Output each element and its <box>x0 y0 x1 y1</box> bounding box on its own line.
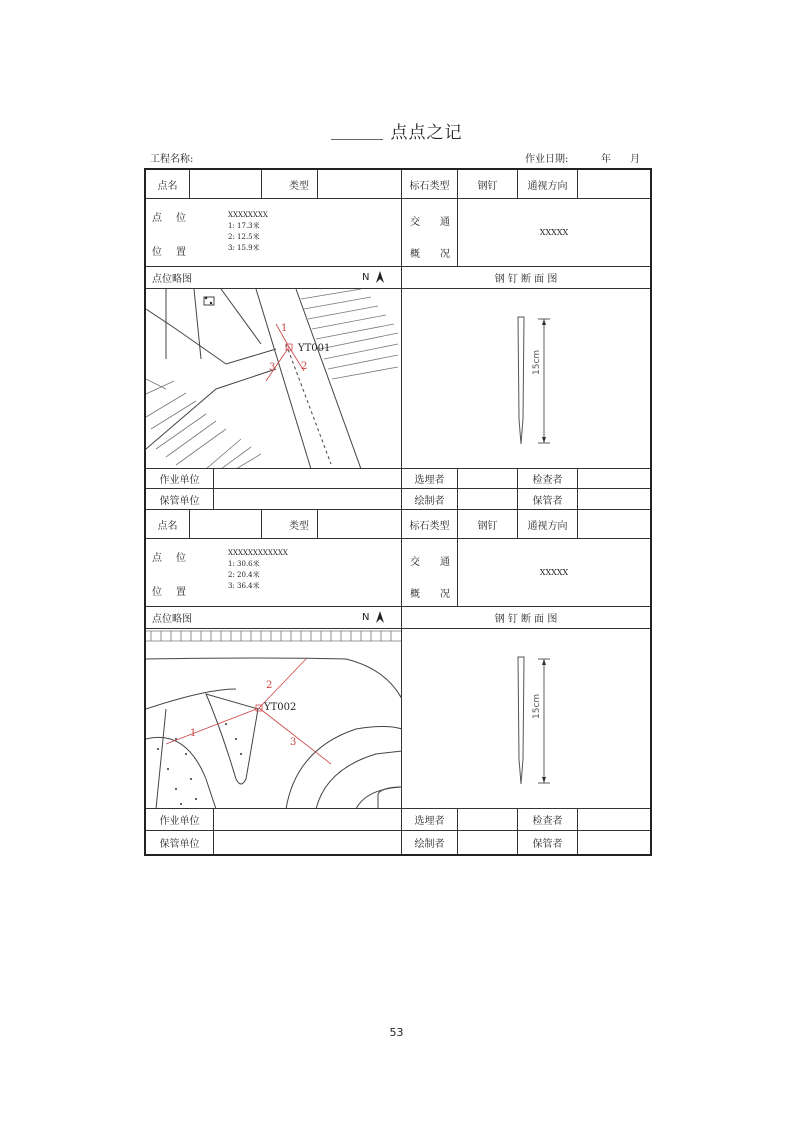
month-label: 月 <box>630 154 640 165</box>
checker-field[interactable] <box>578 469 650 489</box>
point-name-label: 点名 <box>146 170 190 199</box>
distance-1: 1: 30.6米 <box>228 560 260 568</box>
nail-length-label: 15cm <box>532 349 542 375</box>
sketch-header <box>146 607 402 629</box>
map-drawing-1 <box>146 289 402 469</box>
position-desc-text: XXXXXXXXXXXX <box>228 549 288 557</box>
marker-type-value: 钢钉 <box>458 510 518 539</box>
marker-type-value: 钢钉 <box>458 170 518 199</box>
checker-field[interactable] <box>578 809 650 831</box>
work-unit-field[interactable] <box>214 469 402 489</box>
keeper-unit-field[interactable] <box>214 831 402 854</box>
type-label: 类型 <box>262 170 318 199</box>
type-field[interactable] <box>318 510 402 539</box>
traffic-label-top <box>410 213 450 228</box>
position-cell <box>146 199 402 267</box>
title-blank <box>331 139 383 140</box>
keeper-unit-label: 保管单位 <box>146 489 214 510</box>
record-form <box>144 168 652 856</box>
work-unit-label: 作业单位 <box>146 469 214 489</box>
visibility-label: 通视方向 <box>518 170 578 199</box>
north-label: N <box>362 612 370 623</box>
distance-2: 2: 20.4米 <box>228 571 260 579</box>
position-cell <box>146 539 402 607</box>
north-arrow-icon <box>376 611 384 626</box>
section-header: 钢 钉 断 面 图 <box>402 607 650 629</box>
position-char-4: 置 <box>176 247 186 258</box>
point-id-label: YT002 <box>264 702 297 713</box>
traffic-char-3: 概 <box>410 249 420 260</box>
position-char-2: 位 <box>176 553 186 564</box>
traffic-value: XXXXX <box>458 199 650 267</box>
position-label-top <box>152 209 186 224</box>
visibility-field[interactable] <box>578 510 650 539</box>
sketch-label: 点位略图 <box>152 274 192 285</box>
traffic-label-top <box>410 553 450 568</box>
year-label: 年 <box>601 154 611 165</box>
point-name-field[interactable] <box>190 170 262 199</box>
traffic-char-4: 况 <box>440 589 450 600</box>
nail-section-1 <box>402 289 650 469</box>
keeper-field[interactable] <box>578 489 650 510</box>
point-name-field[interactable] <box>190 510 262 539</box>
position-description <box>228 548 288 592</box>
drawer-label: 绘制者 <box>402 831 458 854</box>
position-desc-text: XXXXXXXX <box>228 211 268 219</box>
point-name-label: 点名 <box>146 510 190 539</box>
position-char-3: 位 <box>152 587 162 598</box>
visibility-field[interactable] <box>578 170 650 199</box>
svg-text:2: 2 <box>301 361 308 372</box>
work-date-label: 作业日期: <box>525 154 569 165</box>
section-header: 钢 钉 断 面 图 <box>402 267 650 289</box>
buryer-field[interactable] <box>458 809 518 831</box>
distance-3: 3: 36.4米 <box>228 582 260 590</box>
sketch-header <box>146 267 402 289</box>
traffic-label-bottom <box>410 585 450 600</box>
sketch-map-2 <box>146 629 402 809</box>
drawer-label: 绘制者 <box>402 489 458 510</box>
svg-text:3: 3 <box>269 362 276 373</box>
record-1 <box>146 170 650 510</box>
position-description <box>228 210 268 254</box>
project-name-label: 工程名称: <box>150 154 194 165</box>
marker-type-label: 标石类型 <box>402 170 458 199</box>
keeper-unit-field[interactable] <box>214 489 402 510</box>
distance-2: 2: 12.5米 <box>228 233 260 241</box>
position-label-bottom <box>152 243 186 258</box>
svg-text:2: 2 <box>266 680 273 691</box>
point-id-label: YT001 <box>298 343 331 354</box>
page-title <box>0 118 793 143</box>
traffic-cell <box>402 199 458 267</box>
position-char-3: 位 <box>152 247 162 258</box>
position-char-1: 点 <box>152 213 162 224</box>
traffic-char-1: 交 <box>410 557 420 568</box>
work-unit-label: 作业单位 <box>146 809 214 831</box>
map-drawing-2 <box>146 629 402 809</box>
type-field[interactable] <box>318 170 402 199</box>
keeper-field[interactable] <box>578 831 650 854</box>
traffic-value: XXXXX <box>458 539 650 607</box>
position-char-2: 位 <box>176 213 186 224</box>
checker-label: 检查者 <box>518 809 578 831</box>
sketch-label: 点位略图 <box>152 614 192 625</box>
north-label: N <box>362 272 370 283</box>
drawer-field[interactable] <box>458 831 518 854</box>
svg-text:3: 3 <box>290 737 297 748</box>
record-2 <box>146 510 650 854</box>
marker-type-label: 标石类型 <box>402 510 458 539</box>
traffic-char-1: 交 <box>410 217 420 228</box>
traffic-char-4: 况 <box>440 249 450 260</box>
distance-3: 3: 15.9米 <box>228 244 260 252</box>
distance-1: 1: 17.3米 <box>228 222 260 230</box>
position-char-4: 置 <box>176 587 186 598</box>
checker-label: 检查者 <box>518 469 578 489</box>
traffic-char-2: 通 <box>440 557 450 568</box>
position-label-top <box>152 549 186 564</box>
traffic-cell <box>402 539 458 607</box>
north-arrow-icon <box>376 271 384 286</box>
page-number: 53 <box>389 1026 404 1039</box>
sketch-map-1 <box>146 289 402 469</box>
traffic-char-3: 概 <box>410 589 420 600</box>
buryer-label: 选埋者 <box>402 469 458 489</box>
traffic-char-2: 通 <box>440 217 450 228</box>
nail-drawing-2 <box>402 629 650 809</box>
drawer-field[interactable] <box>458 489 518 510</box>
nail-length-label: 15cm <box>532 693 542 719</box>
nail-section-2 <box>402 629 650 809</box>
work-unit-field[interactable] <box>214 809 402 831</box>
title-text: 点点之记 <box>390 123 463 143</box>
keeper-label: 保管者 <box>518 489 578 510</box>
type-label: 类型 <box>262 510 318 539</box>
svg-text:1: 1 <box>190 728 197 739</box>
position-char-1: 点 <box>152 553 162 564</box>
nail-drawing-1 <box>402 289 650 469</box>
buryer-label: 选埋者 <box>402 809 458 831</box>
traffic-label-bottom <box>410 245 450 260</box>
keeper-unit-label: 保管单位 <box>146 831 214 854</box>
svg-text:1: 1 <box>281 323 288 334</box>
keeper-label: 保管者 <box>518 831 578 854</box>
visibility-label: 通视方向 <box>518 510 578 539</box>
buryer-field[interactable] <box>458 469 518 489</box>
position-label-bottom <box>152 583 186 598</box>
